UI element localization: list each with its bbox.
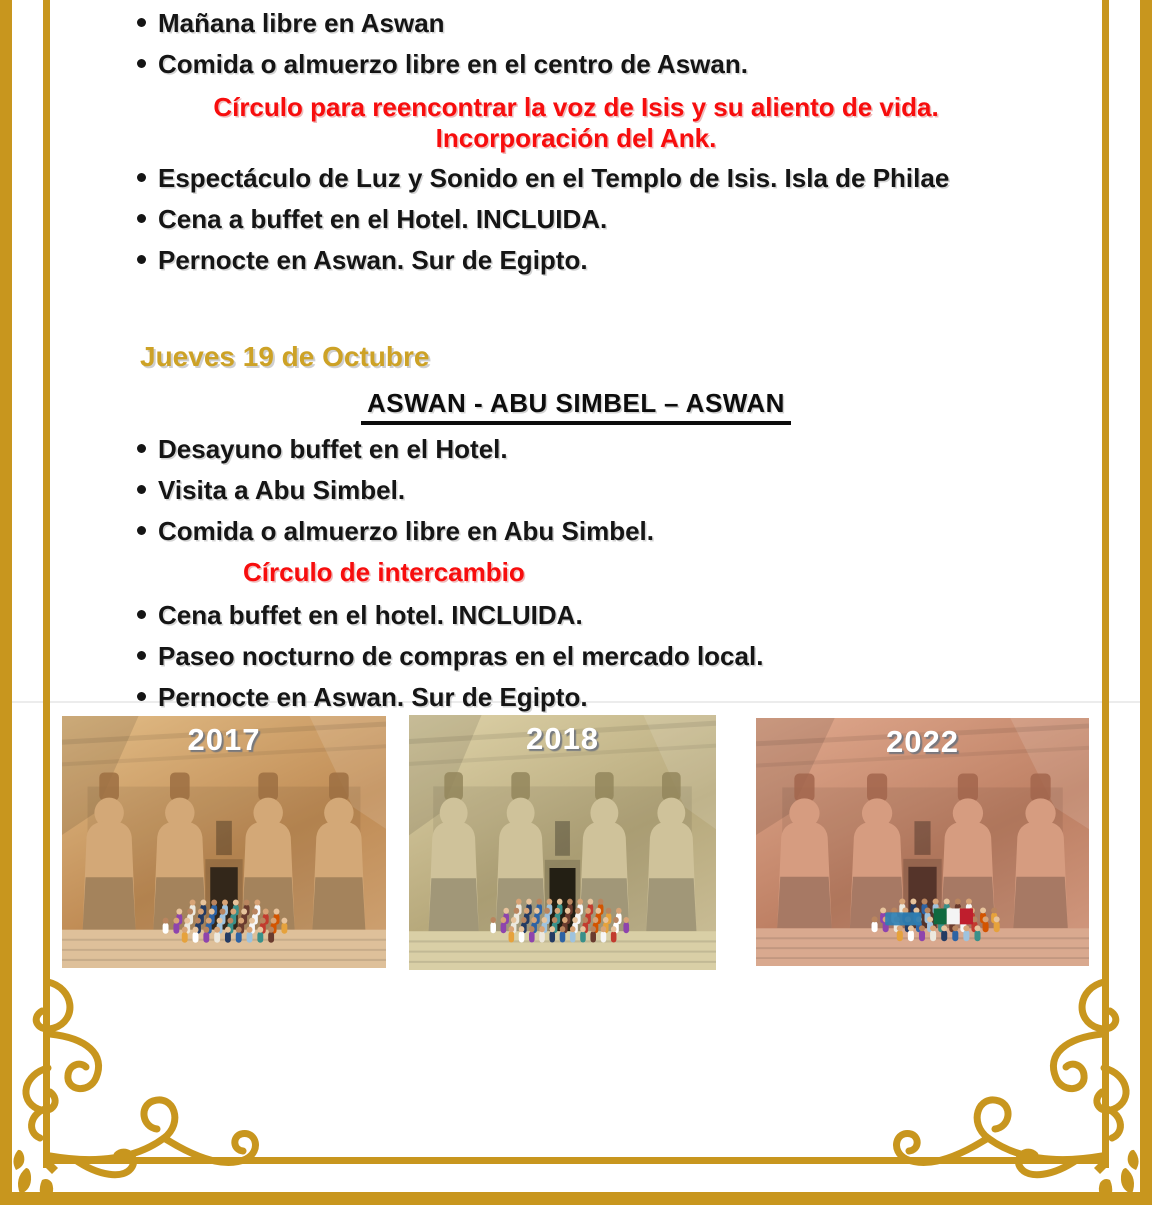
itinerary-list — [0, 602, 1152, 710]
itinerary-item: Cena a buffet en el Hotel. INCLUIDA. — [158, 206, 1092, 232]
itinerary-item: Mañana libre en Aswan — [158, 10, 1092, 36]
date-heading: Jueves 19 de Octubre — [140, 341, 430, 372]
itinerary-day-1 — [0, 0, 1152, 288]
circle-note-line: Círculo para reencontrar la voz de Isis y su aliento de vida. — [213, 92, 939, 122]
photo-2022 — [756, 718, 1089, 966]
circle-note: Círculo de intercambio — [243, 557, 525, 587]
circle-note-line: Incorporación del Ank. — [435, 123, 717, 153]
itinerary-item: Desayuno buffet en el Hotel. — [158, 436, 1092, 462]
itinerary-item: Pernocte en Aswan. Sur de Egipto. — [158, 684, 1092, 710]
corner-flourish-right — [870, 978, 1140, 1205]
itinerary-list — [0, 165, 1152, 273]
itinerary-item: Comida o almuerzo libre en el centro de Aswan. — [158, 51, 1092, 77]
itinerary-list — [0, 10, 1152, 77]
corner-flourish-left — [12, 978, 282, 1205]
photo-2017 — [62, 716, 386, 968]
itinerary-day-2 — [0, 342, 1152, 725]
route-title: ASWAN - ABU SIMBEL – ASWAN — [361, 387, 791, 425]
route-title-row — [0, 387, 1152, 419]
itinerary-item: Espectáculo de Luz y Sonido en el Templo de Isis. Isla de Philae — [158, 165, 1092, 191]
itinerary-item: Paseo nocturno de compras en el mercado local. — [158, 643, 1092, 669]
circle-note-block — [0, 92, 1152, 154]
photo-year-label: 2022 — [886, 724, 959, 759]
photo-2018 — [409, 715, 716, 970]
page-border-right — [1140, 0, 1152, 1205]
itinerary-item: Comida o almuerzo libre en Abu Simbel. — [158, 518, 1092, 544]
photo-year-label: 2017 — [187, 722, 261, 757]
page-border-left — [0, 0, 12, 1205]
itinerary-item: Visita a Abu Simbel. — [158, 477, 1092, 503]
itinerary-list — [0, 436, 1152, 544]
itinerary-item: Cena buffet en el hotel. INCLUIDA. — [158, 602, 1092, 628]
photo-year-label: 2018 — [526, 721, 599, 756]
itinerary-item: Pernocte en Aswan. Sur de Egipto. — [158, 247, 1092, 273]
